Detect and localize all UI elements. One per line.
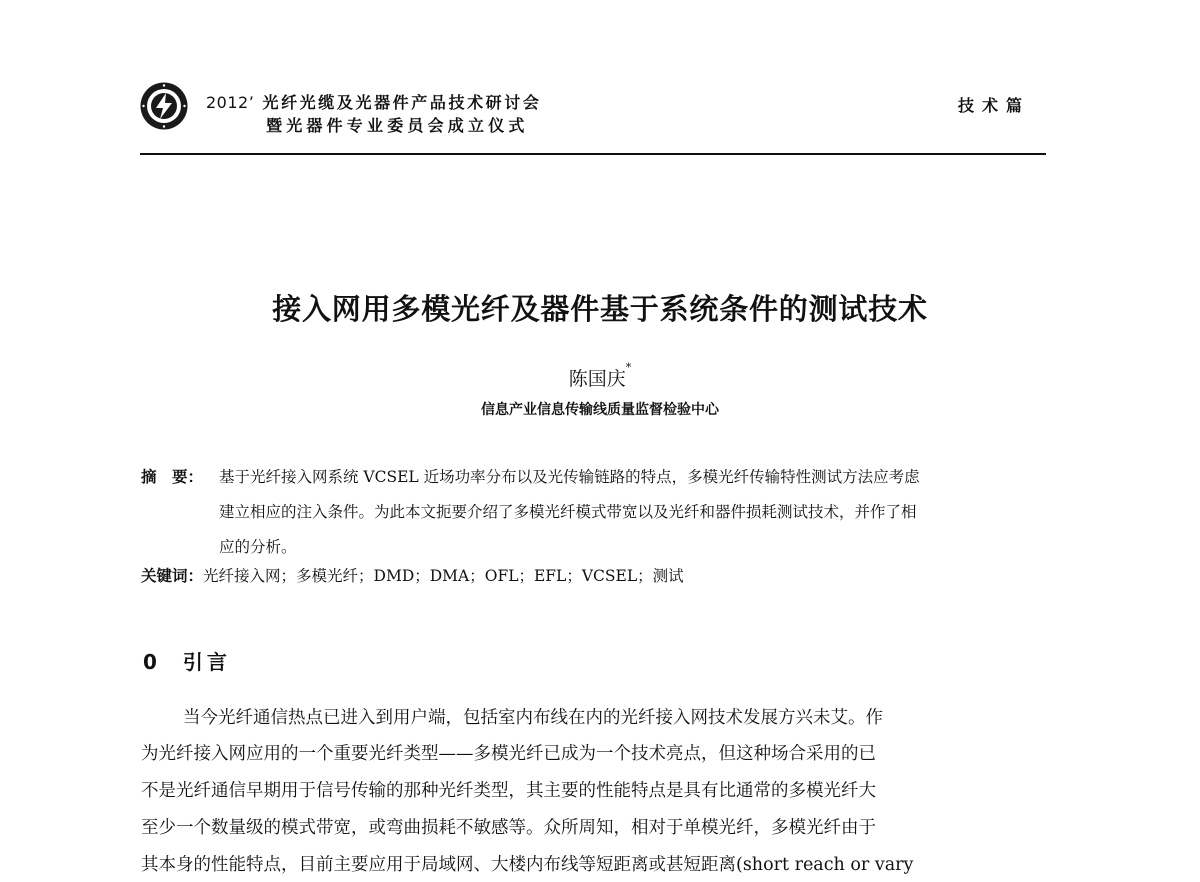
section-heading — [143, 646, 231, 675]
author — [0, 361, 1200, 391]
abstract-line: 建立相应的注入条件。为此本文扼要介绍了多模光纤模式带宽以及光纤和器件损耗测试技术，并作了相 — [219, 503, 917, 521]
body-line: 为光纤接入网应用的一个重要光纤类型——多模光纤已成为一个技术亮点，但这种场合采用的已 — [141, 744, 876, 764]
conference-logo-icon — [139, 81, 189, 131]
body-line: 其本身的性能特点，目前主要应用于局域网、大楼内布线等短距离或甚短距离(short reach or vary — [141, 855, 914, 875]
header-divider — [140, 153, 1046, 155]
conference-title — [206, 92, 542, 114]
paper-title: 接入网用多模光纤及器件基于系统条件的测试技术 — [272, 292, 928, 326]
body-line: 不是光纤通信早期用于信号传输的那种光纤类型，其主要的性能特点是具有比通常的多模光纤大 — [141, 781, 876, 801]
body-line: 至少一个数量级的模式带宽，或弯曲损耗不敏感等。众所周知，相对于单模光纤，多模光纤由于 — [141, 818, 876, 838]
keywords — [141, 565, 684, 587]
keywords-text: 光纤接入网；多模光纤；DMD；DMA；OFL；EFL；VCSEL；测试 — [203, 567, 684, 585]
conference-year: 2012’ — [206, 93, 255, 112]
abstract-line: 应的分析。 — [219, 538, 297, 556]
author-footnote-mark: * — [625, 361, 632, 374]
abstract-line: 基于光纤接入网系统 VCSEL 近场功率分布以及光传输链路的特点，多模光纤传输特性测试方法应考虑 — [219, 468, 920, 486]
conference-title-text: 光纤光缆及光器件产品技术研讨会 — [262, 93, 542, 112]
author-name: 陈国庆 — [568, 368, 626, 390]
body-line: 当今光纤通信热点已进入到用户端，包括室内布线在内的光纤接入网技术发展方兴未艾。作 — [183, 708, 883, 728]
section-label: 技术篇 — [958, 96, 1031, 115]
affiliation: 信息产业信息传输线质量监督检验中心 — [481, 402, 719, 418]
conference-subtitle: 暨光器件专业委员会成立仪式 — [266, 116, 529, 135]
abstract-label: 摘 要： — [141, 468, 204, 486]
keywords-label: 关键词： — [141, 567, 204, 585]
section-number: 0 — [143, 650, 161, 674]
section-title: 引言 — [182, 650, 231, 674]
